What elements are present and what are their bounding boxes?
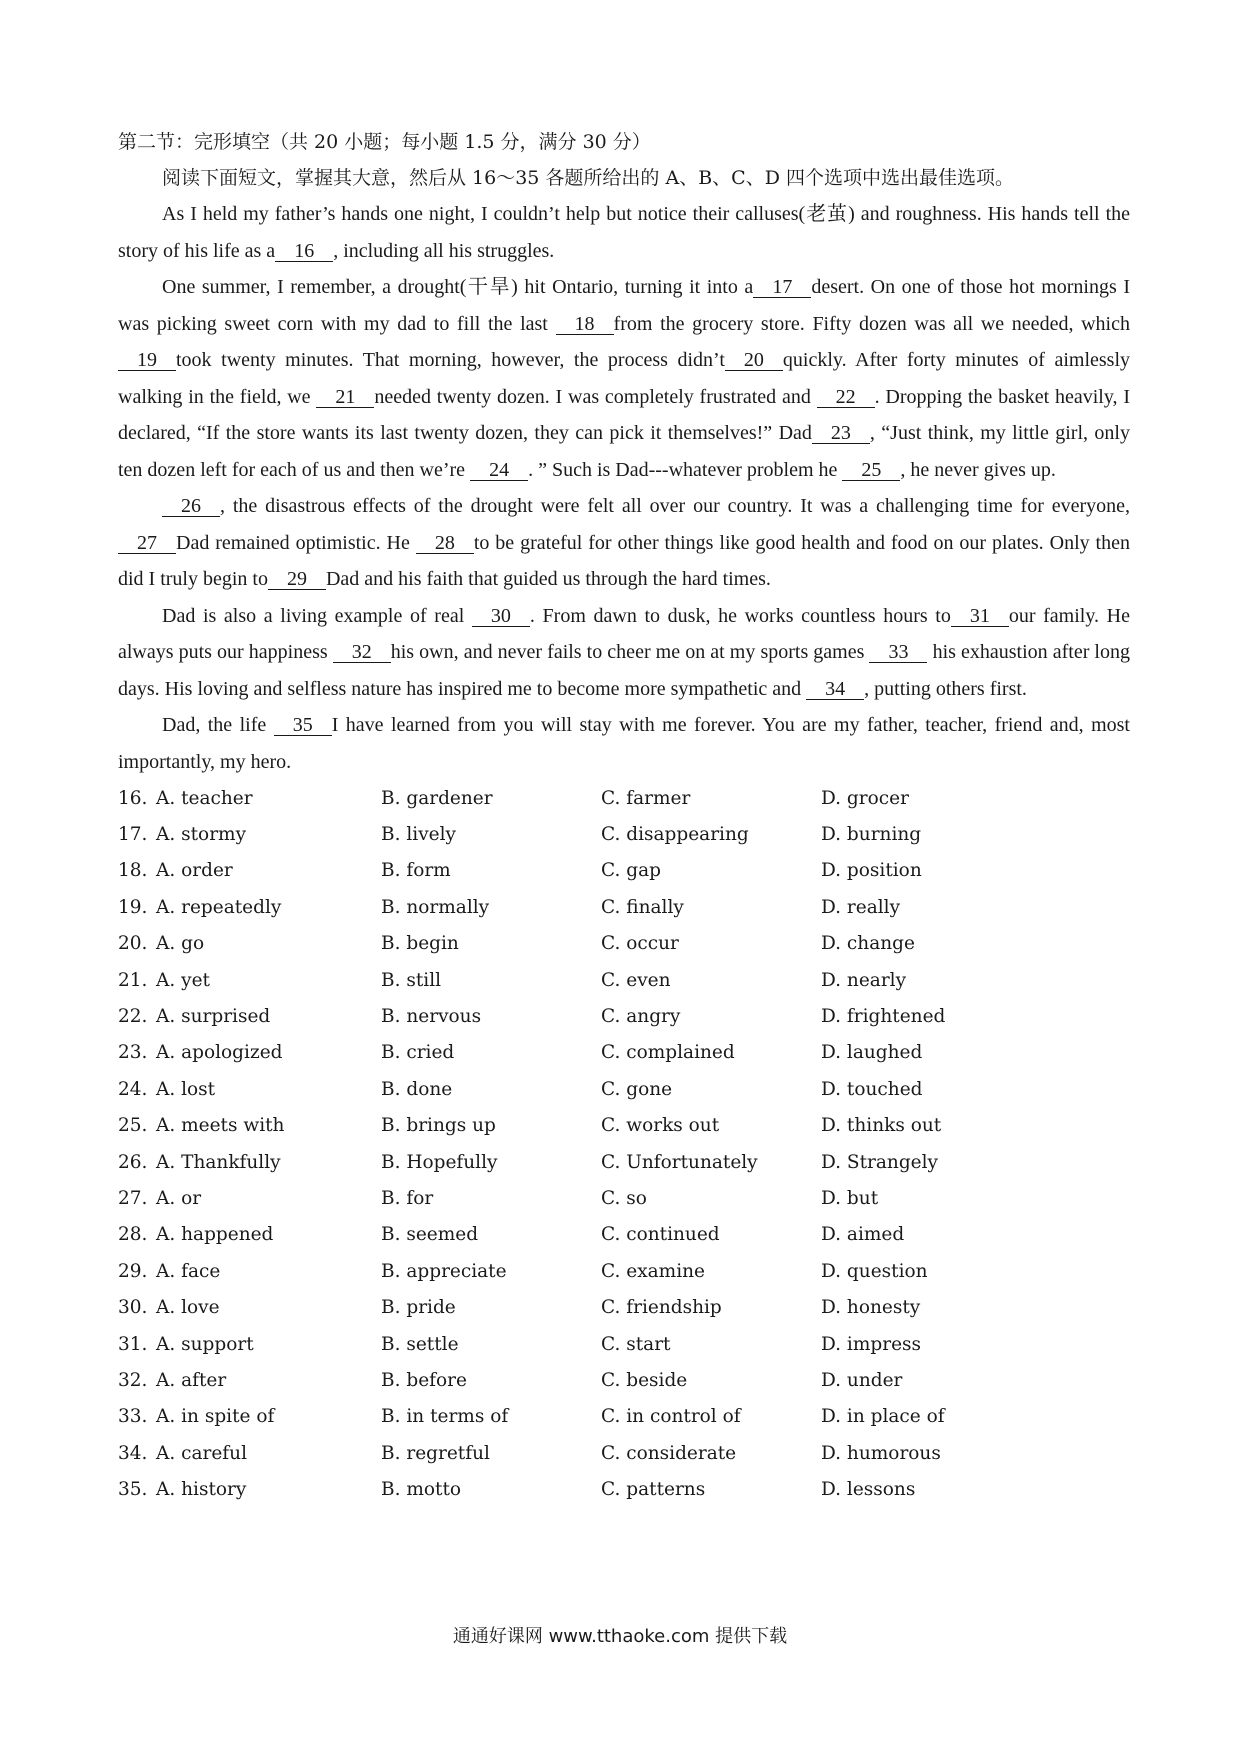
question-number: 21.	[118, 969, 148, 991]
question-number: 19.	[118, 896, 148, 918]
blank-21: 21	[316, 387, 374, 408]
option-d[interactable]: D. Strangely	[821, 1151, 938, 1173]
option-b[interactable]: B. Hopefully	[381, 1151, 498, 1173]
question-number: 31.	[118, 1333, 148, 1355]
question-number: 23.	[118, 1042, 148, 1064]
option-b[interactable]: B. begin	[381, 933, 459, 955]
passage-text: Dad remained optimistic. He	[176, 531, 416, 554]
option-b[interactable]: B. regretful	[381, 1442, 490, 1464]
question-number: 27.	[118, 1187, 148, 1209]
option-c[interactable]: C. disappearing	[601, 824, 749, 846]
option-c[interactable]: C. start	[601, 1333, 671, 1355]
option-c[interactable]: C. complained	[601, 1042, 735, 1064]
option-a[interactable]: A. yet	[156, 969, 210, 991]
cloze-section	[118, 124, 1130, 1508]
question-number: 20.	[118, 933, 148, 955]
option-a[interactable]: A. happened	[156, 1224, 274, 1246]
question-number: 28.	[118, 1224, 148, 1246]
option-a[interactable]: A. face	[156, 1260, 221, 1282]
option-c[interactable]: C. considerate	[601, 1442, 737, 1464]
question-row	[118, 853, 1130, 889]
blank-27: 27	[118, 533, 176, 554]
question-row	[118, 1108, 1130, 1144]
option-c[interactable]: C. patterns	[601, 1479, 706, 1501]
question-row	[118, 816, 1130, 852]
option-a[interactable]: A. meets with	[156, 1115, 285, 1137]
option-c[interactable]: C. examine	[601, 1260, 705, 1282]
blank-16: 16	[275, 241, 333, 262]
option-d[interactable]: D. impress	[821, 1333, 922, 1355]
question-number: 24.	[118, 1078, 148, 1100]
question-row	[118, 1471, 1130, 1507]
question-number: 26.	[118, 1151, 148, 1173]
passage-text: to be grateful for other things like good health and food on our plates. Only then did I truly begin to	[118, 531, 1130, 590]
passage-text: from the grocery store. Fifty dozen was all we needed, which	[613, 312, 1130, 335]
blank-17: 17	[753, 277, 811, 298]
option-d[interactable]: D. lessons	[821, 1479, 916, 1501]
option-b[interactable]: B. for	[381, 1187, 434, 1209]
option-c[interactable]: C. beside	[601, 1369, 688, 1391]
option-d[interactable]: D. laughed	[821, 1042, 923, 1064]
option-d[interactable]: D. thinks out	[821, 1115, 942, 1137]
option-a[interactable]: A. go	[156, 933, 205, 955]
option-a[interactable]: A. after	[156, 1369, 227, 1391]
option-c[interactable]: C. in control of	[601, 1406, 741, 1428]
question-row	[118, 1326, 1130, 1362]
passage-text: . ” Such is Dad---whatever problem he	[528, 458, 843, 481]
blank-22: 22	[817, 387, 875, 408]
option-c[interactable]: C. gone	[601, 1078, 673, 1100]
passage-text: desert. On one of those hot mornings I was picking sweet corn with my dad to fill the last	[118, 276, 1131, 335]
option-a[interactable]: A. history	[156, 1479, 247, 1501]
blank-30: 30	[472, 606, 530, 627]
question-row	[118, 1035, 1130, 1071]
option-d[interactable]: D. question	[821, 1260, 928, 1282]
option-b[interactable]: B. still	[381, 969, 442, 991]
option-c[interactable]: C. finally	[601, 896, 684, 918]
option-a[interactable]: A. lost	[156, 1078, 216, 1100]
passage-text: , “Just think, my little girl, only ten dozen left for each of us and then we’re	[118, 422, 1130, 481]
option-b[interactable]: B. in terms of	[381, 1406, 509, 1428]
option-d[interactable]: D. but	[821, 1187, 879, 1209]
option-c[interactable]: C. friendship	[601, 1297, 722, 1319]
option-a[interactable]: A. support	[156, 1333, 254, 1355]
question-row	[118, 1217, 1130, 1253]
blank-29: 29	[268, 569, 326, 590]
question-number: 32.	[118, 1369, 148, 1391]
option-d[interactable]: D. aimed	[821, 1224, 905, 1246]
passage-text: Dad and his faith that guided us through the hard times.	[325, 568, 771, 590]
question-row	[118, 1253, 1130, 1289]
option-c[interactable]: C. works out	[601, 1115, 720, 1137]
blank-23: 23	[812, 423, 870, 444]
blank-34: 34	[806, 679, 864, 700]
passage-text: Dad, the life	[162, 714, 274, 736]
option-d[interactable]: D. grocer	[821, 787, 909, 809]
question-row	[118, 1180, 1130, 1216]
option-d[interactable]: D. nearly	[821, 969, 907, 991]
option-c[interactable]: C. gap	[601, 860, 661, 882]
question-row	[118, 1399, 1130, 1435]
question-number: 18.	[118, 860, 148, 882]
blank-26: 26	[162, 496, 220, 517]
passage-text: As I held my father’s hands one night, I couldn’t help but notice their calluses(老茧) and roughness. His hands tell the story of his life as a	[118, 203, 1130, 262]
option-b[interactable]: B. pride	[381, 1297, 456, 1319]
answer-options	[118, 780, 1130, 1508]
section-instruction: 阅读下面短文，掌握其大意，然后从 16～35 各题所给出的 A、B、C、D 四个选项中选出最佳选项。	[162, 167, 1014, 189]
passage-paragraph	[118, 488, 1130, 598]
passage-text: , including all his struggles.	[333, 239, 555, 262]
option-a[interactable]: A. order	[156, 860, 233, 882]
option-b[interactable]: B. motto	[381, 1479, 462, 1501]
question-number: 17.	[118, 824, 148, 846]
passage-text: I have learned from you will stay with me forever. You are my father, teacher, friend and, most importantly, my hero.	[118, 714, 1130, 773]
option-c[interactable]: C. angry	[601, 1006, 681, 1028]
question-row	[118, 998, 1130, 1034]
question-row	[118, 889, 1130, 925]
blank-33: 33	[869, 642, 927, 663]
option-d[interactable]: D. change	[821, 933, 915, 955]
option-d[interactable]: D. really	[821, 896, 901, 918]
blank-25: 25	[842, 460, 900, 481]
passage-text: . From dawn to dusk, he works countless hours to	[529, 604, 951, 627]
option-b[interactable]: B. form	[381, 860, 451, 882]
blank-18: 18	[556, 314, 614, 335]
question-number: 22.	[118, 1006, 148, 1028]
option-a[interactable]: A. careful	[156, 1442, 247, 1464]
option-b[interactable]: B. done	[381, 1078, 453, 1100]
option-a[interactable]: A. Thankfully	[156, 1151, 281, 1173]
option-c[interactable]: C. occur	[601, 933, 679, 955]
passage-text: his own, and never fails to cheer me on at my sports games	[390, 641, 870, 663]
passage-paragraph	[118, 707, 1130, 780]
blank-35: 35	[274, 715, 332, 736]
footer-credit: 通通好课网 www.tthaoke.com 提供下载	[452, 1626, 788, 1647]
option-a[interactable]: A. repeatedly	[156, 896, 282, 918]
section-heading: 第二节：完形填空（共 20 小题；每小题 1.5 分，满分 30 分）	[118, 131, 651, 153]
option-a[interactable]: A. stormy	[156, 824, 247, 846]
option-d[interactable]: D. position	[821, 860, 922, 882]
question-row	[118, 780, 1130, 816]
question-number: 33.	[118, 1406, 148, 1428]
option-b[interactable]: B. brings up	[381, 1115, 496, 1137]
option-d[interactable]: D. in place of	[821, 1406, 945, 1428]
blank-20: 20	[725, 350, 783, 371]
passage-paragraph	[118, 269, 1130, 488]
option-b[interactable]: B. settle	[381, 1333, 459, 1355]
option-a[interactable]: A. apologized	[156, 1042, 283, 1064]
question-number: 34.	[118, 1442, 148, 1464]
option-a[interactable]: A. surprised	[156, 1006, 271, 1028]
passage-text: , the disastrous effects of the drought were felt all over our country. It was a challenging time for everyone,	[220, 495, 1130, 517]
question-row	[118, 1071, 1130, 1107]
option-c[interactable]: C. Unfortunately	[601, 1151, 758, 1173]
option-d[interactable]: D. frightened	[821, 1006, 946, 1028]
blank-24: 24	[470, 460, 528, 481]
question-row	[118, 962, 1130, 998]
passage-paragraph	[118, 598, 1130, 708]
question-number: 29.	[118, 1260, 148, 1282]
option-c[interactable]: C. continued	[601, 1224, 720, 1246]
option-a[interactable]: A. or	[156, 1187, 202, 1209]
passage-text: , he never gives up.	[900, 458, 1056, 481]
question-row	[118, 1289, 1130, 1325]
passage-text: took twenty minutes. That morning, however, the process didn’t	[176, 349, 725, 371]
question-number: 16.	[118, 787, 148, 809]
passage-text: his exhaustion after long days. His loving and selfless nature has inspired me to become more sympathetic and	[118, 641, 1130, 700]
passage-text: One summer, I remember, a drought(干旱) hit Ontario, turning it into a	[162, 276, 754, 298]
option-a[interactable]: A. love	[156, 1297, 220, 1319]
option-c[interactable]: C. even	[601, 969, 671, 991]
passage-text: Dad is also a living example of real	[162, 604, 472, 627]
option-d[interactable]: D. burning	[821, 824, 922, 846]
question-row	[118, 1362, 1130, 1398]
blank-19: 19	[118, 350, 176, 371]
passage-text: quickly. After forty minutes of aimlessly walking in the field, we	[118, 349, 1131, 408]
option-b[interactable]: B. lively	[381, 824, 456, 846]
question-row	[118, 1435, 1130, 1471]
option-a[interactable]: A. teacher	[156, 787, 253, 809]
question-row	[118, 1144, 1130, 1180]
option-a[interactable]: A. in spite of	[156, 1406, 275, 1428]
question-row	[118, 926, 1130, 962]
option-b[interactable]: B. nervous	[381, 1006, 482, 1028]
option-d[interactable]: D. touched	[821, 1078, 923, 1100]
option-b[interactable]: B. cried	[381, 1042, 455, 1064]
passage-paragraph	[118, 196, 1130, 269]
question-number: 35.	[118, 1479, 148, 1501]
blank-31: 31	[951, 606, 1009, 627]
option-b[interactable]: B. before	[381, 1369, 467, 1391]
option-d[interactable]: D. under	[821, 1369, 903, 1391]
option-b[interactable]: B. normally	[381, 896, 490, 918]
passage-text: our family. He always puts our happiness	[118, 604, 1131, 663]
option-d[interactable]: D. humorous	[821, 1442, 941, 1464]
option-b[interactable]: B. appreciate	[381, 1260, 507, 1282]
blank-32: 32	[333, 642, 391, 663]
option-b[interactable]: B. seemed	[381, 1224, 479, 1246]
option-d[interactable]: D. honesty	[821, 1297, 921, 1319]
passage-text: needed twenty dozen. I was completely frustrated and	[374, 385, 817, 408]
passage-text: . Dropping the basket heavily, I declared, “If the store wants its last twenty dozen, they can pick it themselves!” Dad	[118, 385, 1131, 444]
option-c[interactable]: C. so	[601, 1187, 647, 1209]
question-number: 30.	[118, 1297, 148, 1319]
question-number: 25.	[118, 1115, 148, 1137]
blank-28: 28	[416, 533, 474, 554]
cloze-passage	[118, 196, 1130, 780]
option-c[interactable]: C. farmer	[601, 787, 691, 809]
option-b[interactable]: B. gardener	[381, 787, 493, 809]
passage-text: , putting others first.	[864, 677, 1027, 700]
